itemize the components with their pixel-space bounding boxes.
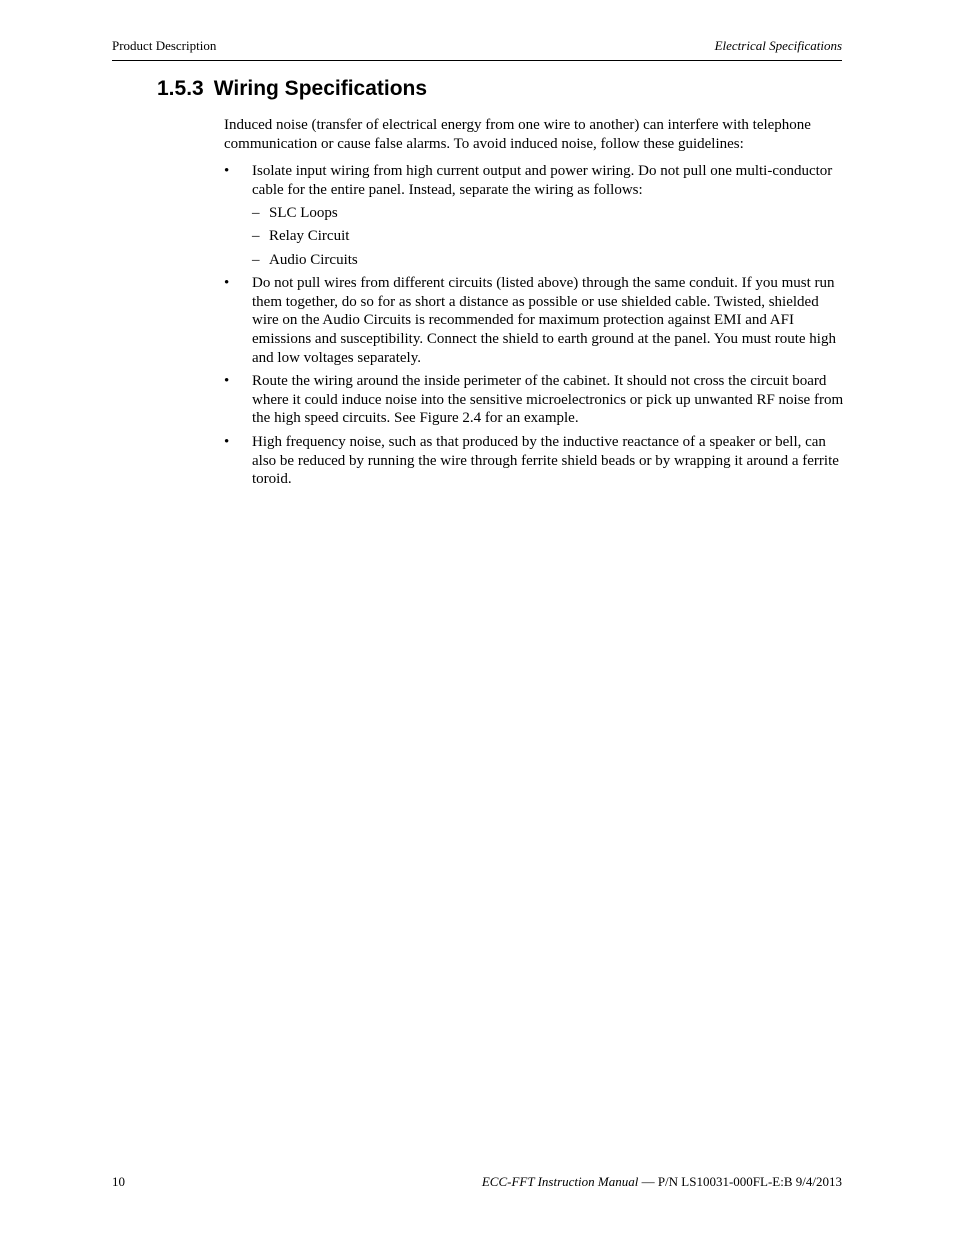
wiring-group-list	[252, 204, 844, 269]
document-reference	[482, 1174, 842, 1190]
list-item	[224, 162, 844, 269]
section-heading	[157, 77, 427, 101]
bullet-marker: •	[224, 275, 230, 292]
page-number: 10	[112, 1174, 125, 1189]
sub-list-item-text: Relay Circuit	[269, 228, 350, 245]
sub-list-item	[252, 204, 844, 223]
list-item-text: High frequency noise, such as that produced by the inductive reactance of a speaker or bell, can also be reduced by running the wire through ferrite shield beads or by wrapping it around a ferrite toroid.	[252, 433, 839, 488]
section-number: 1.5.3	[157, 77, 204, 100]
sub-list-item-text: Audio Circuits	[269, 251, 358, 268]
list-item-text: Do not pull wires from different circuits (listed above) through the same conduit. If you must run them together, do so for as short a distance as possible or use shielded cable. Twisted, shielded wire on the Audio Circuits is recommended for maximum protection against EMI and AFI emissions and susceptibility. Connect the shield to earth ground at the panel. You must route high and low voltages separately.	[252, 275, 836, 366]
bullet-marker: •	[224, 373, 230, 390]
bullet-marker: •	[224, 433, 230, 450]
sub-list-item-text: SLC Loops	[269, 205, 338, 222]
header-chapter: Product Description	[112, 38, 217, 53]
intro-paragraph: Induced noise (transfer of electrical energy from one wire to another) can interfere with telephone communication or cause false alarms. To avoid induced noise, follow these guidelines:	[224, 117, 811, 152]
list-item-text: Route the wiring around the inside perimeter of the cabinet. It should not cross the circuit board where it could induce noise into the sensitive microelectronics or pick up unwanted RF noise from the high speed circuits. See Figure 2.4 for an example.	[252, 373, 844, 427]
list-item-text: Isolate input wiring from high current output and power wiring. Do not pull one multi-conductor cable for the entire panel. Instead, separate the wiring as follows:	[252, 163, 833, 198]
manual-title: ECC-FFT Instruction Manual	[481, 1174, 639, 1189]
page-header	[112, 38, 842, 61]
header-topic: Electrical Specifications	[714, 38, 842, 53]
guideline-list	[224, 162, 844, 489]
list-item	[224, 433, 844, 489]
list-item	[224, 372, 844, 428]
dash-marker: –	[252, 205, 260, 222]
dash-marker: –	[252, 251, 260, 268]
bullet-marker: •	[224, 163, 230, 180]
list-item	[224, 274, 844, 367]
section-body	[224, 116, 844, 494]
section-title: Wiring Specifications	[213, 77, 428, 100]
dash-marker: –	[252, 228, 260, 245]
part-number: — P/N LS10031-000FL-E:B 9/4/2013	[638, 1174, 842, 1189]
sub-list-item	[252, 227, 844, 246]
page-footer	[112, 1174, 842, 1192]
sub-list-item	[252, 251, 844, 270]
